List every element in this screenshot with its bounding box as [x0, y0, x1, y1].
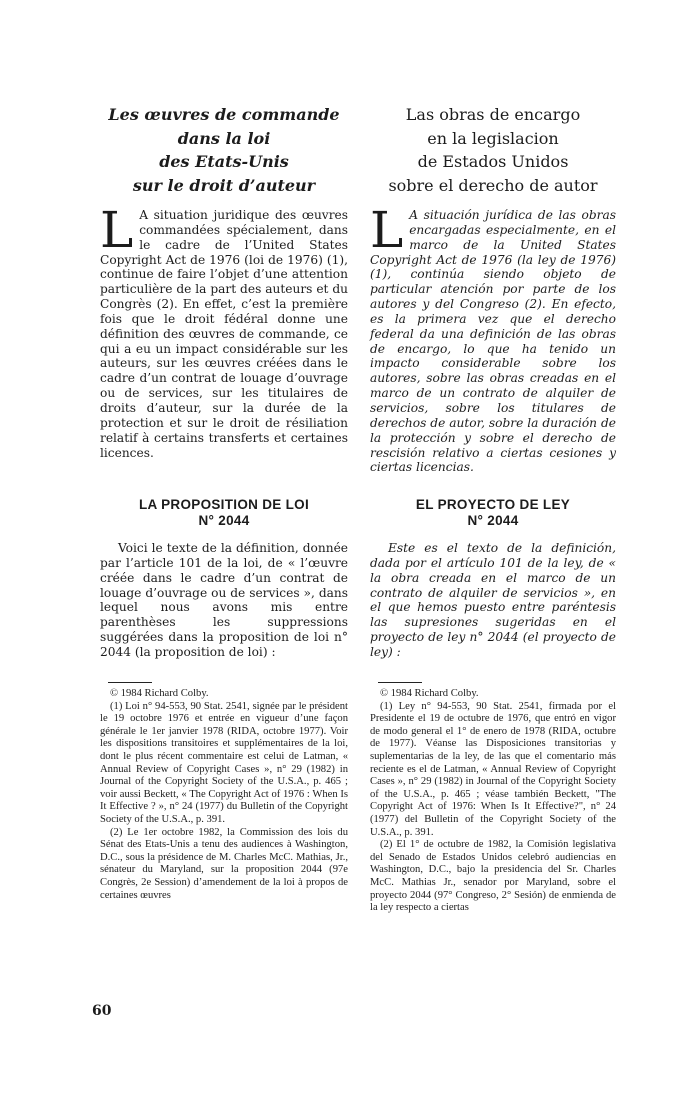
spanish-intro — [370, 201, 616, 475]
footnote-copyright: © 1984 Richard Colby. — [110, 688, 209, 699]
spanish-paragraph: Este es el texto de la definición, dada por el artículo 101 de la ley, de « la obra creada en el marco de un contrato de alquiler de servicios », en el que hemos puesto entre paréntesis las supresiones sugeridas en el proyecto de ley n° 2044 (el proyecto de ley) : — [370, 541, 616, 659]
spanish-heading-line: EL PROYECTO DE LEY — [415, 497, 571, 512]
spanish-section-heading — [370, 497, 616, 529]
spanish-dropcap: L — [370, 201, 404, 259]
french-section-heading — [100, 497, 348, 529]
french-dropcap: L — [100, 201, 134, 259]
spanish-title-line: en la legislacion — [427, 128, 559, 148]
french-title-line: sur le droit d’auteur — [132, 175, 316, 195]
french-intro — [100, 201, 348, 460]
footnote-rule — [108, 682, 152, 683]
french-heading-line: LA PROPOSITION DE LOI — [138, 497, 310, 512]
spanish-intro-text: A situación jurídica de las obras encargadas especialmente, en el marco de la United States Copyright Act de 1976 (la ley de 1976) (1), continúa siendo objeto de particular atención por parte de los autores y del Congreso (2). En efecto, es la primera vez que el derecho federal da una definición de las obras de encargo, lo que ha tenido un impacto considerable sobre los autores, sobre las obras creadas en el marco de un contrato de alquiler de servicios, sobre los titulares de derechos de autor, sobre la duración de la protección y sobre el derecho de rescisión relativo a ciertas cesiones y ciertas licencias. — [370, 208, 616, 475]
spanish-footnotes — [370, 688, 616, 915]
french-title — [100, 103, 348, 197]
spanish-title-line: de Estados Unidos — [417, 152, 569, 171]
footnote-2: (2) Le 1er octobre 1982, la Commission des lois du Sénat des Etats-Unis a tenu des audiences à Washington, D.C., sous la présidence de M. Charles McC. Mathias, Jr., sénateur du Maryland, sur la proposition 2044 (97e Congrès, 2e Session) d’amendement de la loi à propos de certaines œuvres — [100, 826, 348, 901]
french-title-line: Les œuvres de commande — [108, 105, 340, 124]
french-heading-line: N° 2044 — [198, 513, 250, 528]
french-title-line: dans la loi — [177, 128, 271, 148]
footnote-2: (2) El 1° de octubre de 1982, la Comisión legislativa del Senado de Estados Unidos celebró audiencias en Washington, D.C., bajo la presidencia del Sr. Charles McC. Mathias Jr., senador por Maryland, sobre el proyecto 2044 (97° Congreso, 2° Sesión) de enmienda de la ley respecto a ciertas — [370, 839, 616, 914]
spanish-title-line: sobre el derecho de autor — [388, 175, 598, 195]
spanish-title — [370, 103, 616, 197]
footnote-copyright: © 1984 Richard Colby. — [380, 688, 479, 699]
footnote-1: (1) Ley n° 94-553, 90 Stat. 2541, firmada por el Presidente el 19 de octubre de 1976, que entró en vigor de modo general el 1° de enero de 1978 (RIDA, octubre de 1977). Véanse las Disposiciones transitorias y suplementarias de la ley, de las que el comentario más reciente es el de Latman, « Annual Review of Copyright Cases », n° 29 (1982) in Journal of the Copyright Society of the U.S.A., p. 465 ; véase también Beckett, "The Copyright Act of 1976: When Is It Effective?", n° 24 (1977) del Bulletin of the Copyright Society of the U.S.A., p. 391. — [370, 700, 616, 838]
french-footnotes — [100, 688, 348, 902]
footnote-1: (1) Loi n° 94-553, 90 Stat. 2541, signée par le président le 19 octobre 1976 et entrée en vigueur d’une façon générale le 1er janvier 1978 (RIDA, octobre 1977). Voir les dispositions transitoires et supplémentaires de la loi, dont le plus récent commentaire est celui de Latman, « Annual Review of Copyright Cases », n° 29 (1982) in Journal of the Copyright Society of the U.S.A., p. 465 ; voir aussi Beckett, « The Copyright Act of 1976 : When Is It Effective ? », n° 24 (1977) du Bulletin of the Copyright Society of the U.S.A., p. 391. — [100, 700, 348, 825]
spanish-title-line: Las obras de encargo — [405, 105, 581, 124]
french-intro-text: A situation juridique des œuvres commandées spécialement, dans le cadre de l’United States Copyright Act de 1976 (loi de 1976) (1), continue de faire l’objet d’une attention particulière de la part des auteurs et du Congrès (2). En effet, c’est la première fois que le droit fédéral donne une définition des œuvres de commande, ce qui a eu un impact considérable sur les auteurs, sur les œuvres créées dans le cadre d’un contrat de louage d’ouvrage ou de services, sur les titulaires de droits d’auteur, sur la durée de la protection et sur le droit de résiliation relatif à certains transferts et certaines licences. — [100, 208, 348, 460]
spanish-heading-line: N° 2044 — [467, 513, 519, 528]
page-number: 60 — [92, 1003, 112, 1019]
french-title-line: des Etats-Unis — [159, 152, 289, 171]
french-paragraph: Voici le texte de la définition, donnée par l’article 101 de la loi, de « l’œuvre créée dans le cadre d’un contrat de louage d’ouvrage ou de services », dans lequel nous avons mis entre parenthèses les suppressions suggérées dans la proposition de loi n° 2044 (la proposition de loi) : — [100, 541, 348, 659]
footnote-rule — [378, 682, 422, 683]
